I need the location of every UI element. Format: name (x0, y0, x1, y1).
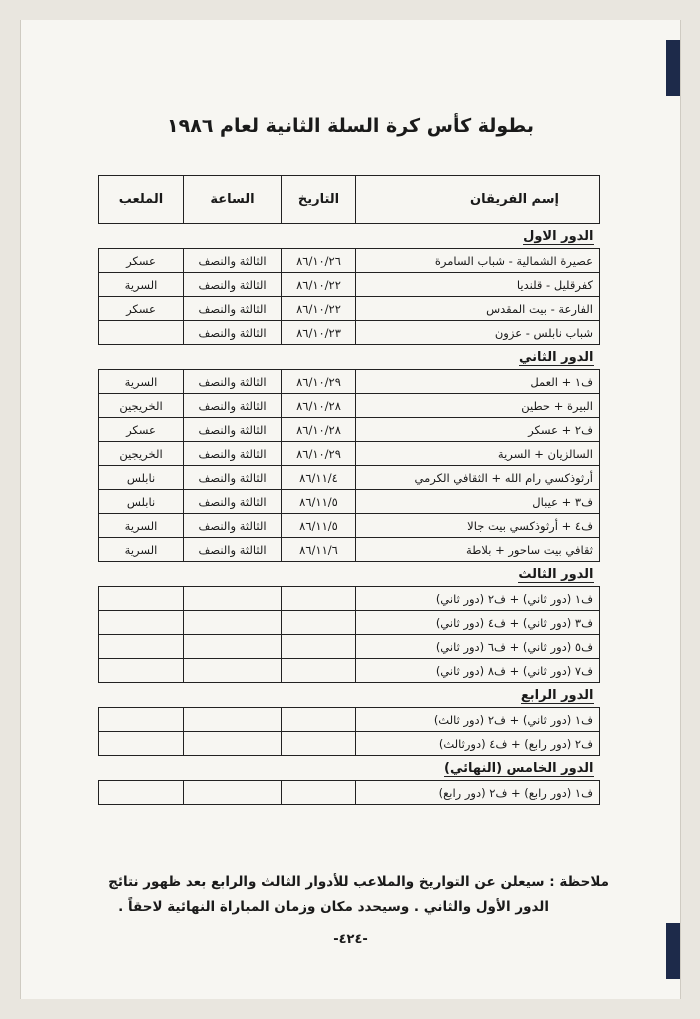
match-row (99, 370, 600, 394)
match-time: الثالثة والنصف (184, 273, 282, 297)
document-page (20, 20, 681, 999)
match-teams: شباب نابلس - عزون (356, 321, 600, 345)
match-venue (99, 659, 184, 683)
match-date (282, 587, 356, 611)
match-venue: عسكر (99, 418, 184, 442)
match-teams: الفارعة - بيت المقدس (356, 297, 600, 321)
match-venue (99, 708, 184, 732)
match-teams: السالزيان + السرية (356, 442, 600, 466)
match-time: الثالثة والنصف (184, 490, 282, 514)
match-venue: عسكر (99, 297, 184, 321)
round-header-row (99, 683, 600, 708)
match-row (99, 587, 600, 611)
table-header-row (99, 176, 600, 224)
match-teams: ف١ + العمل (356, 370, 600, 394)
match-row (99, 297, 600, 321)
match-date: ٨٦/١٠/٢٨ (282, 418, 356, 442)
match-teams: ف٢ + عسكر (356, 418, 600, 442)
match-date: ٨٦/١٠/٢٣ (282, 321, 356, 345)
match-teams: ف٣ + عيبال (356, 490, 600, 514)
match-time: الثالثة والنصف (184, 394, 282, 418)
match-date (282, 611, 356, 635)
match-row (99, 635, 600, 659)
round-header-row (99, 345, 600, 370)
match-row (99, 611, 600, 635)
match-venue (99, 781, 184, 805)
match-row (99, 514, 600, 538)
match-date: ٨٦/١١/٥ (282, 514, 356, 538)
match-date: ٨٦/١١/٤ (282, 466, 356, 490)
match-time: الثالثة والنصف (184, 321, 282, 345)
match-teams: ف١ (دور رابع) + ف٢ (دور رابع) (356, 781, 600, 805)
match-row (99, 781, 600, 805)
match-venue: السرية (99, 370, 184, 394)
match-time (184, 732, 282, 756)
match-venue: نابلس (99, 490, 184, 514)
page-title: بطولة كأس كرة السلة الثانية لعام ١٩٨٦ (167, 115, 534, 137)
match-teams: ف٣ (دور ثاني) + ف٤ (دور ثاني) (356, 611, 600, 635)
match-venue: نابلس (99, 466, 184, 490)
match-time: الثالثة والنصف (184, 514, 282, 538)
match-time: الثالثة والنصف (184, 249, 282, 273)
column-header-date: التاريخ (282, 176, 356, 224)
match-row (99, 321, 600, 345)
match-venue: السرية (99, 273, 184, 297)
match-time: الثالثة والنصف (184, 418, 282, 442)
match-row (99, 442, 600, 466)
match-time (184, 708, 282, 732)
match-date: ٨٦/١٠/٢٩ (282, 442, 356, 466)
match-venue (99, 635, 184, 659)
match-date: ٨٦/١١/٥ (282, 490, 356, 514)
page-number: -٤٢٤- (333, 932, 368, 947)
match-row (99, 394, 600, 418)
match-teams: كفرقليل - قلنديا (356, 273, 600, 297)
match-date (282, 708, 356, 732)
match-time: الثالثة والنصف (184, 538, 282, 562)
column-header-time: الساعة (184, 176, 282, 224)
match-teams: ثقافي بيت ساحور + بلاطة (356, 538, 600, 562)
match-row (99, 538, 600, 562)
match-date (282, 781, 356, 805)
round-title: الدور الثالث (518, 566, 594, 582)
note-line-1: ملاحظة : سيعلن عن التواريخ والملاعب للأدوار الثالث والرابع بعد ظهور نتائج (108, 874, 609, 890)
match-venue: الخريجين (99, 394, 184, 418)
match-venue (99, 587, 184, 611)
match-row (99, 659, 600, 683)
match-time: الثالثة والنصف (184, 370, 282, 394)
match-teams: عصيرة الشمالية - شباب السامرة (356, 249, 600, 273)
match-date: ٨٦/١١/٦ (282, 538, 356, 562)
match-date: ٨٦/١٠/٢٢ (282, 297, 356, 321)
match-time (184, 587, 282, 611)
round-title: الدور الخامس (النهائي) (444, 760, 594, 776)
match-teams: البيرة + حطين (356, 394, 600, 418)
match-date: ٨٦/١٠/٢٢ (282, 273, 356, 297)
match-teams: ف١ (دور ثاني) + ف٢ (دور ثاني) (356, 587, 600, 611)
match-teams: ف٧ (دور ثاني) + ف٨ (دور ثاني) (356, 659, 600, 683)
match-row (99, 466, 600, 490)
match-venue: السرية (99, 514, 184, 538)
match-venue: السرية (99, 538, 184, 562)
match-row (99, 418, 600, 442)
match-venue: الخريجين (99, 442, 184, 466)
match-venue (99, 732, 184, 756)
match-time: الثالثة والنصف (184, 442, 282, 466)
round-title: الدور الرابع (520, 687, 594, 703)
match-teams: أرثوذكسي رام الله + الثقافي الكرمي (356, 466, 600, 490)
round-title: الدور الاول (523, 228, 594, 244)
match-venue (99, 321, 184, 345)
match-time (184, 611, 282, 635)
match-date: ٨٦/١٠/٢٦ (282, 249, 356, 273)
binder-tab-top (666, 40, 680, 96)
match-row (99, 273, 600, 297)
match-row (99, 249, 600, 273)
round-header-row (99, 756, 600, 781)
note (91, 870, 609, 920)
match-venue (99, 611, 184, 635)
round-header-row (99, 562, 600, 587)
match-teams: ف٤ + أرثوذكسي بيت جالا (356, 514, 600, 538)
match-venue: عسكر (99, 249, 184, 273)
column-header-teams: إسم الفريقان (356, 176, 600, 224)
match-date: ٨٦/١٠/٢٨ (282, 394, 356, 418)
match-teams: ف٥ (دور ثاني) + ف٦ (دور ثاني) (356, 635, 600, 659)
column-header-venue: الملعب (99, 176, 184, 224)
match-time: الثالثة والنصف (184, 297, 282, 321)
match-time (184, 781, 282, 805)
match-time: الثالثة والنصف (184, 466, 282, 490)
match-teams: ف٢ (دور رابع) + ف٤ (دورثالث) (356, 732, 600, 756)
schedule-body (99, 224, 600, 805)
match-date (282, 635, 356, 659)
schedule-table (98, 175, 600, 805)
match-date (282, 732, 356, 756)
match-time (184, 635, 282, 659)
round-header-row (99, 224, 600, 249)
match-teams: ف١ (دور ثاني) + ف٢ (دور ثالث) (356, 708, 600, 732)
match-time (184, 659, 282, 683)
match-date (282, 659, 356, 683)
note-line-2: الدور الأول والثاني . وسيحدد مكان وزمان المباراة النهائية لاحقاً . (118, 899, 549, 915)
match-date: ٨٦/١٠/٢٩ (282, 370, 356, 394)
match-row (99, 708, 600, 732)
round-title: الدور الثاني (519, 349, 594, 365)
match-row (99, 490, 600, 514)
match-row (99, 732, 600, 756)
